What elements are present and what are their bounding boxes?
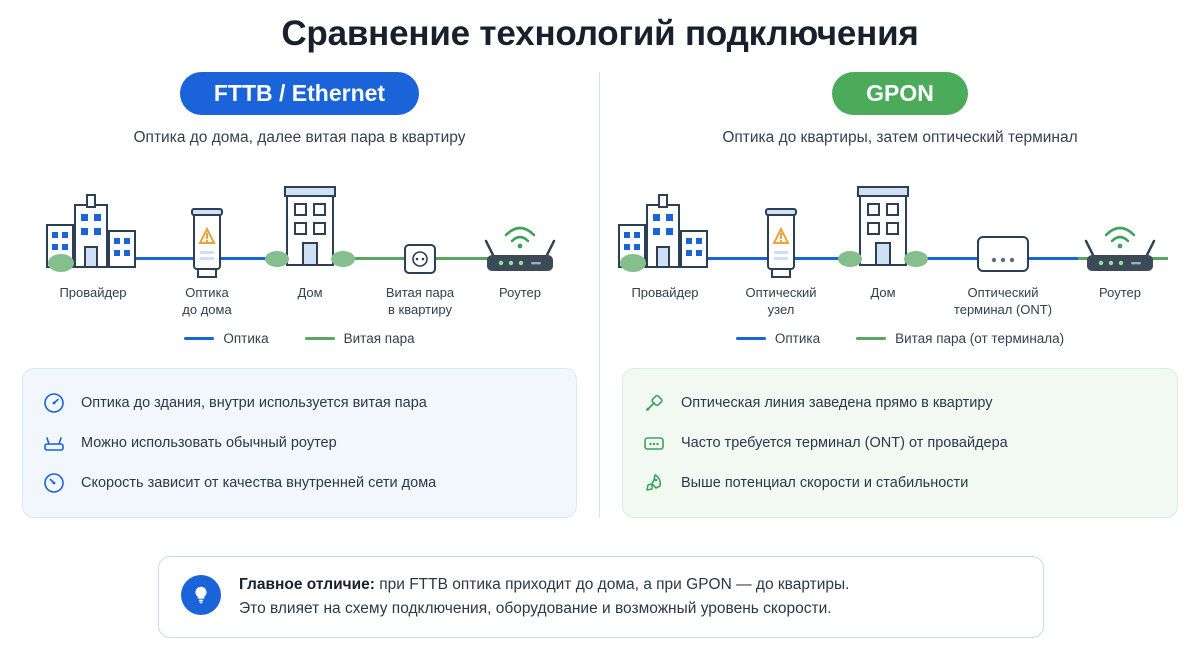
legend-item-pair: [305, 331, 415, 346]
node-label: Оптический узел: [745, 285, 817, 317]
legend-item-pair: [856, 331, 1064, 346]
node-label: Роутер: [499, 285, 541, 301]
ont-terminal-icon: [948, 171, 1058, 281]
fiber-plug-icon: [641, 390, 667, 416]
node-house-fttb: [255, 171, 365, 301]
legend-gpon: [600, 331, 1200, 346]
node-provider-fttb: [38, 171, 148, 301]
column-fttb: [0, 72, 600, 518]
badge-fttb: FTTB / Ethernet: [180, 72, 419, 115]
house-icon: [255, 171, 365, 281]
provider-buildings-icon: [610, 171, 720, 281]
legend-swatch-optic: [184, 337, 214, 340]
feature-item: [639, 463, 1161, 503]
node-optic-node-gpon: [726, 171, 836, 318]
feature-text: Оптическая линия заведена прямо в квартиру: [681, 395, 993, 412]
subtitle-fttb: Оптика до дома, далее витая пара в квартиру: [133, 129, 466, 147]
diagram-fttb: [0, 171, 599, 321]
badge-gpon: GPON: [832, 72, 968, 115]
diagram-gpon: [600, 171, 1200, 321]
node-ont-gpon: [948, 171, 1058, 318]
subtitle-gpon: Оптика до квартиры, затем оптический терминал: [722, 129, 1078, 147]
feature-text: Часто требуется терминал (ONT) от провайдера: [681, 435, 1008, 452]
node-provider-gpon: [610, 171, 720, 301]
feature-item: [639, 423, 1161, 463]
feature-text: Выше потенциал скорости и стабильности: [681, 475, 969, 492]
house-icon: [828, 171, 938, 281]
note-line-1: [239, 573, 849, 597]
legend-label: Оптика: [223, 331, 269, 347]
router-small-icon: [41, 430, 67, 456]
feature-text: Оптика до здания, внутри используется витая пара: [81, 395, 427, 412]
node-label: Провайдер: [631, 285, 699, 301]
router-icon: [465, 171, 575, 281]
node-label: Витая пара в квартиру: [385, 285, 455, 317]
provider-buildings-icon: [38, 171, 148, 281]
node-optic-cabinet-fttb: [152, 171, 262, 318]
note-strong: Главное отличие:: [239, 576, 375, 593]
node-label: Оптика до дома: [182, 285, 232, 317]
node-label: Роутер: [1099, 285, 1141, 301]
legend-item-optic: [184, 331, 268, 346]
legend-swatch-pair: [856, 337, 886, 340]
feature-item: [39, 423, 560, 463]
rocket-icon: [641, 470, 667, 496]
legend-label: Витая пара (от терминала): [895, 331, 1065, 347]
comparison-columns: [0, 72, 1200, 518]
legend-item-optic: [736, 331, 820, 346]
features-panel-fttb: [22, 368, 577, 518]
legend-label: Витая пара: [343, 331, 415, 347]
optical-cabinet-icon: [726, 171, 836, 281]
feature-item: [39, 463, 560, 503]
optical-cabinet-icon: [152, 171, 262, 281]
router-icon: [1065, 171, 1175, 281]
key-difference-note: [158, 556, 1044, 638]
note-line-1-rest: при FTTB оптика приходит до дома, а при GPON — до квартиры.: [374, 576, 850, 593]
feature-item: [39, 383, 560, 423]
speed-gauge-icon: [41, 470, 67, 496]
node-label: Оптический терминал (ONT): [953, 285, 1053, 317]
feature-text: Можно использовать обычный роутер: [81, 435, 337, 452]
feature-text: Скорость зависит от качества внутренней сети дома: [81, 475, 437, 492]
lightbulb-icon: [181, 575, 221, 615]
features-panel-gpon: [622, 368, 1178, 518]
legend-swatch-pair: [305, 337, 335, 340]
ont-terminal-icon: [641, 430, 667, 456]
speed-gauge-icon: [41, 390, 67, 416]
node-label: Дом: [297, 285, 323, 301]
legend-swatch-optic: [736, 337, 766, 340]
column-gpon: [600, 72, 1200, 518]
note-text: [239, 573, 849, 621]
node-house-gpon: [828, 171, 938, 301]
node-router-fttb: [465, 171, 575, 301]
node-label: Провайдер: [59, 285, 127, 301]
node-twisted-pair-fttb: [365, 171, 475, 318]
feature-item: [639, 383, 1161, 423]
node-label: Дом: [870, 285, 896, 301]
badge-wrap-fttb: [0, 72, 599, 115]
node-router-gpon: [1065, 171, 1175, 301]
badge-wrap-gpon: [600, 72, 1200, 115]
legend-fttb: [0, 331, 599, 346]
page-title: Сравнение технологий подключения: [281, 14, 919, 53]
twisted-pair-socket-icon: [365, 171, 475, 281]
legend-label: Оптика: [774, 331, 821, 347]
note-line-2: Это влияет на схему подключения, оборудование и возможный уровень скорости.: [239, 600, 832, 618]
